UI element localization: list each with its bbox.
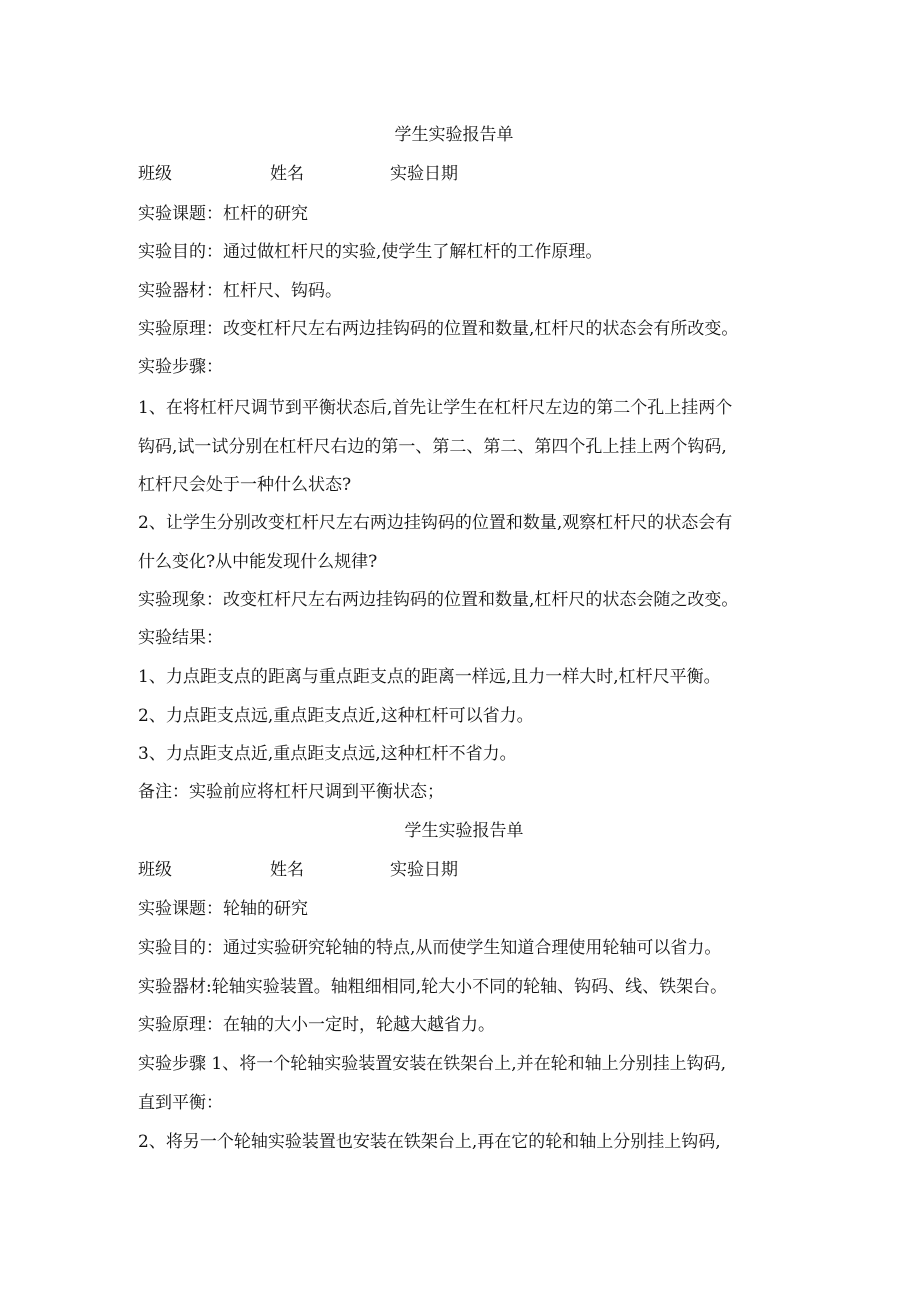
report1-steps-label: 实验步骤： <box>138 357 223 377</box>
report1-step1-line2: 钩码,试一试分别在杠杆尺右边的第一、第二、第二、第四个孔上挂上两个钩码, <box>138 437 727 457</box>
report1-name-label: 姓名 <box>270 164 304 184</box>
report1-result-3: 3、力点距支点近,重点距支点远,这种杠杆不省力。 <box>138 744 517 764</box>
report1-results-label: 实验结果： <box>138 628 223 648</box>
report1-purpose: 实验目的：通过做杠杆尺的实验,使学生了解杠杆的工作原理。 <box>138 242 603 262</box>
report2-title-row <box>0 820 920 842</box>
report2-name-label: 姓名 <box>270 860 304 880</box>
report1-result-1: 1、力点距支点的距离与重点距支点的距离一样远,且力一样大时,杠杆尺平衡。 <box>138 667 721 687</box>
report1-note: 备注：实验前应将杠杆尺调到平衡状态； <box>138 782 444 802</box>
report2-purpose: 实验目的：通过实验研究轮轴的特点,从而使学生知道合理使用轮轴可以省力。 <box>138 938 722 958</box>
report2-date-label: 实验日期 <box>390 860 458 880</box>
report1-date-label: 实验日期 <box>390 164 458 184</box>
report2-topic: 实验课题：轮轴的研究 <box>138 899 308 919</box>
report2-step1-line1: 实验步骤 1、将一个轮轴实验装置安装在铁架台上,并在轮和轴上分别挂上钩码, <box>138 1054 727 1074</box>
report1-step1-line3: 杠杆尺会处于一种什么状态? <box>138 475 352 495</box>
report1-result-2: 2、力点距支点远,重点距支点近,这种杠杆可以省力。 <box>138 706 534 726</box>
report1-materials: 实验器材：杠杆尺、钩码。 <box>138 281 342 301</box>
report2-step1-line2: 直到平衡： <box>138 1093 223 1113</box>
report1-step2-line1: 2、让学生分别改变杠杆尺左右两边挂钩码的位置和数量,观察杠杆尺的状态会有 <box>138 513 733 533</box>
report2-step2-line1: 2、将另一个轮轴实验装置也安装在铁架台上,再在它的轮和轴上分别挂上钩码, <box>138 1132 721 1152</box>
report1-title: 学生实验报告单 <box>394 125 514 145</box>
report2-materials: 实验器材:轮轴实验装置。轴粗细相同,轮大小不同的轮轴、钩码、线、铁架台。 <box>138 977 728 997</box>
report1-phenomenon: 实验现象：改变杠杆尺左右两边挂钩码的位置和数量,杠杆尺的状态会随之改变。 <box>138 590 739 610</box>
report2-principle: 实验原理：在轴的大小一定时，轮越大越省力。 <box>138 1015 495 1035</box>
report2-title: 学生实验报告单 <box>404 821 524 841</box>
report1-step2-line2: 什么变化?从中能发现什么规律? <box>138 552 378 572</box>
report1-topic: 实验课题：杠杆的研究 <box>138 204 308 224</box>
report1-principle: 实验原理：改变杠杆尺左右两边挂钩码的位置和数量,杠杆尺的状态会有所改变。 <box>138 319 739 339</box>
report1-class-label: 班级 <box>138 164 172 184</box>
report1-step1-line1: 1、在将杠杆尺调节到平衡状态后,首先让学生在杠杆尺左边的第二个孔上挂两个 <box>138 398 733 418</box>
report2-class-label: 班级 <box>138 860 172 880</box>
report1-title-row <box>0 124 920 146</box>
